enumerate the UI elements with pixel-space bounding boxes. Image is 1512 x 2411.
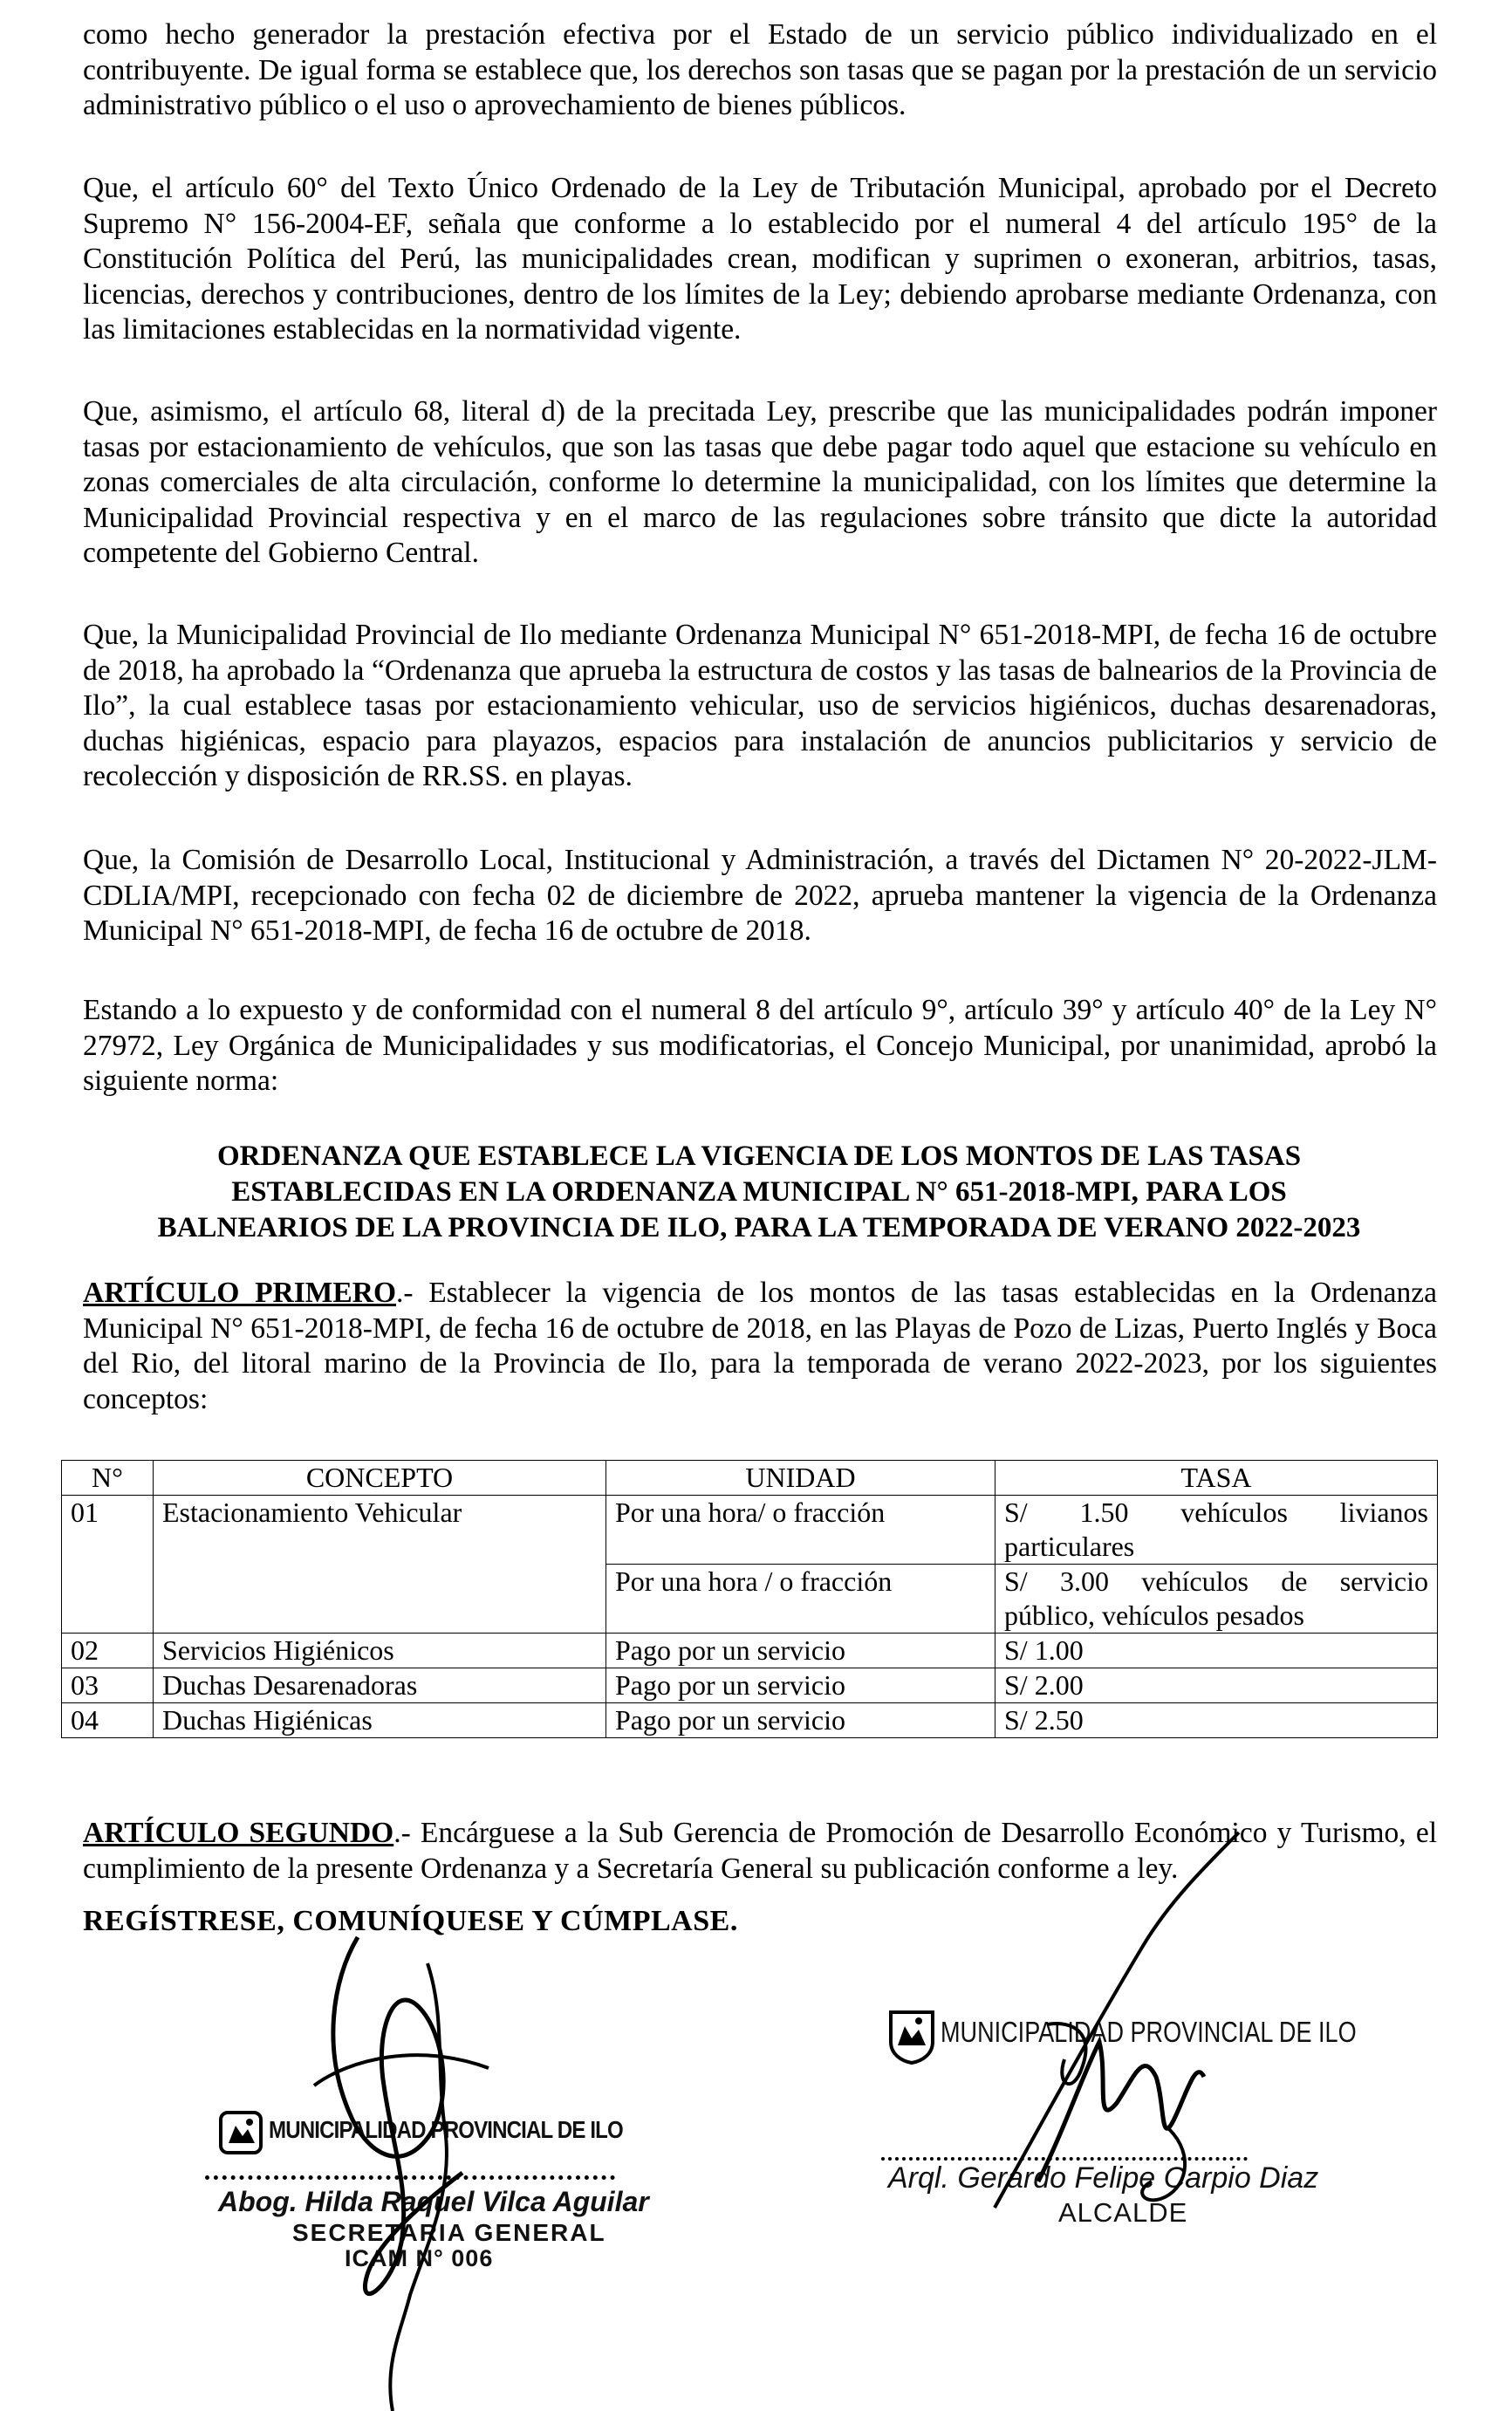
tasa-line: S/ 3.00 vehículos de servicio	[1004, 1565, 1428, 1597]
header-concepto: CONCEPTO	[154, 1461, 606, 1496]
tasa-line: particulares	[1004, 1531, 1135, 1562]
municipal-seal-icon	[218, 2110, 263, 2155]
table-header-row	[62, 1461, 1438, 1496]
cell-unidad: Pago por un servicio	[606, 1634, 995, 1668]
articulo-segundo	[83, 1816, 1437, 1887]
ordinance-title-line-3: BALNEARIOS DE LA PROVINCIA DE ILO, PARA LA TEMPORADA DE VERANO 2022-2023	[157, 1212, 1361, 1243]
paragraph-estando: Estando a lo expuesto y de conformidad con el numeral 8 del artículo 9°, artículo 39° y artículo 40° de la Ley N° 27972, Ley Orgánica de Municipalidades y sus modificatorias, el Concejo Municipal, por unanimidad, aprobó la siguiente norma:	[83, 994, 1437, 1097]
stamp-left-text: MUNICIPALIDAD PROVINCIAL DE ILO	[269, 2116, 623, 2143]
paragraph-articulo-60: Que, el artículo 60° del Texto Único Ordenado de la Ley de Tributación Municipal, aprobado por el Decreto Supremo N° 156-2004-EF, señala que conforme a lo establecido por el numeral 4 del artículo 195° de la Constitución Política del Perú, las municipalidades crean, modifican y suprimen o exoneran, arbitrios, tasas, licencias, derechos y contribuciones, dentro de los límites de la Ley; debiendo aprobarse mediante Ordenanza, con las limitaciones establecidas en la normatividad vigente.	[83, 172, 1437, 346]
signature-line-left	[205, 2175, 615, 2180]
articulo-segundo-text: .- Encárguese a la Sub Gerencia de Promoción de Desarrollo Económico y Turismo, el cumplimiento de la presente Ordenanza y a Secretaría General su publicación conforme a ley.	[83, 1817, 1438, 1885]
tasa-line: S/ 1.50 vehículos livianos	[1004, 1497, 1428, 1528]
signer-role-right: ALCALDE	[1058, 2197, 1188, 2228]
cell-tasa: S/ 2.00	[995, 1668, 1438, 1703]
cell-tasa: S/ 1.00	[995, 1634, 1438, 1668]
ordinance-title-line-2: ESTABLECIDAS EN LA ORDENANZA MUNICIPAL N° 651-2018-MPI, PARA LOS	[231, 1176, 1287, 1208]
cell-tasa: S/ 2.50	[995, 1703, 1438, 1738]
cell-concepto: Duchas Desarenadoras	[154, 1668, 606, 1703]
cell-unidad: Pago por un servicio	[606, 1703, 995, 1738]
ordinance-title-line-1: ORDENANZA QUE ESTABLECE LA VIGENCIA DE LOS MONTOS DE LAS TASAS	[216, 1140, 1302, 1172]
paragraph-articulo-68: Que, asimismo, el artículo 68, literal d) de la precitada Ley, prescribe que las municipalidades podrán imponer tasas por estacionamiento de vehículos, que son las tasas que debe pagar todo aquel que estacione su vehículo en zonas comerciales de alta circulación, conforme lo determine la municipalidad, con los límites que determine la Municipalidad Provincial respectiva y en el marco de las regulaciones sobre tránsito que dicte la autoridad competente del Gobierno Central.	[83, 395, 1437, 569]
table-row	[62, 1496, 1438, 1565]
table-row	[62, 1703, 1438, 1738]
signer-name-right: Arql. Gerardo Felipe Carpio Diaz	[888, 2161, 1319, 2195]
articulo-primero-text: .- Establecer la vigencia de los montos de las tasas establecidas en la Ordenanza Municipal N° 651-2018-MPI, de fecha 16 de octubre de 2018, en las Playas de Pozo de Lizas, Puerto Inglés y Boca del Rio, del litoral marino de la Provincia de Ilo, para la temporada de verano 2022-2023, por los siguientes conceptos:	[83, 1277, 1437, 1415]
cell-numero: 01	[62, 1496, 154, 1634]
tasa-line: público, vehículos pesados	[1004, 1599, 1304, 1631]
handwritten-signature-left-icon	[297, 1911, 506, 2411]
header-numero: N°	[62, 1461, 154, 1496]
municipal-seal-icon	[886, 2007, 938, 2065]
articulo-primero-label: ARTÍCULO PRIMERO	[83, 1277, 396, 1309]
paragraph-comision: Que, la Comisión de Desarrollo Local, Institucional y Administración, a través del Dictamen N° 20-2022-JLM-CDLIA/MPI, recepcionado con fecha 02 de diciembre de 2022, aprueba mantener la vigencia de la Ordenanza Municipal N° 651-2018-MPI, de fecha 16 de octubre de 2018.	[83, 844, 1437, 947]
closing-formula: REGÍSTRESE, COMUNÍQUESE Y CÚMPLASE.	[83, 1905, 738, 1937]
cell-concepto: Estacionamiento Vehicular	[154, 1496, 606, 1634]
paragraph-intro: como hecho generador la prestación efectiva por el Estado de un servicio público individualizado en el contribuyente. De igual forma se establece que, los derechos son tasas que se pagan por la prestación de un servicio administrativo público o el uso o aprovechamiento de bienes públicos.	[83, 18, 1437, 121]
signer-role-left: SECRETARIA GENERAL	[292, 2219, 606, 2246]
header-unidad: UNIDAD	[606, 1461, 995, 1496]
header-tasa: TASA	[995, 1461, 1438, 1496]
signer-icam-left: ICAM N° 006	[345, 2245, 494, 2271]
signature-line-right	[881, 2157, 1248, 2161]
tasas-table	[61, 1460, 1438, 1738]
articulo-primero	[83, 1276, 1437, 1417]
cell-unidad: Por una hora / o fracción	[606, 1565, 995, 1634]
stamp-right-text: MUNICIPALIDAD PROVINCIAL DE ILO	[941, 2016, 1357, 2048]
table-row	[62, 1668, 1438, 1703]
paragraph-ordenanza-651: Que, la Municipalidad Provincial de Ilo mediante Ordenanza Municipal N° 651-2018-MPI, de fecha 16 de octubre de 2018, ha aprobado la “Ordenanza que aprueba la estructura de costos y las tasas de balnearios de la Provincia de Ilo”, la cual establece tasas por estacionamiento vehicular, uso de servicios higiénicos, duchas desarenadoras, duchas higiénicas, espacio para playazos, espacios para instalación de anuncios publicitarios y servicio de recolección y disposición de RR.SS. en playas.	[83, 619, 1437, 792]
cell-numero: 02	[62, 1634, 154, 1668]
cell-unidad: Por una hora/ o fracción	[606, 1496, 995, 1565]
cell-numero: 04	[62, 1703, 154, 1738]
cell-numero: 03	[62, 1668, 154, 1703]
table-row	[62, 1634, 1438, 1668]
cell-concepto: Duchas Higiénicas	[154, 1703, 606, 1738]
cell-concepto: Servicios Higiénicos	[154, 1634, 606, 1668]
cell-unidad: Pago por un servicio	[606, 1668, 995, 1703]
articulo-segundo-label: ARTÍCULO SEGUNDO	[83, 1817, 394, 1849]
cell-tasa	[995, 1496, 1438, 1565]
cell-tasa	[995, 1565, 1438, 1634]
signer-name-left: Abog. Hilda Raquel Vilca Aguilar	[218, 2186, 649, 2217]
